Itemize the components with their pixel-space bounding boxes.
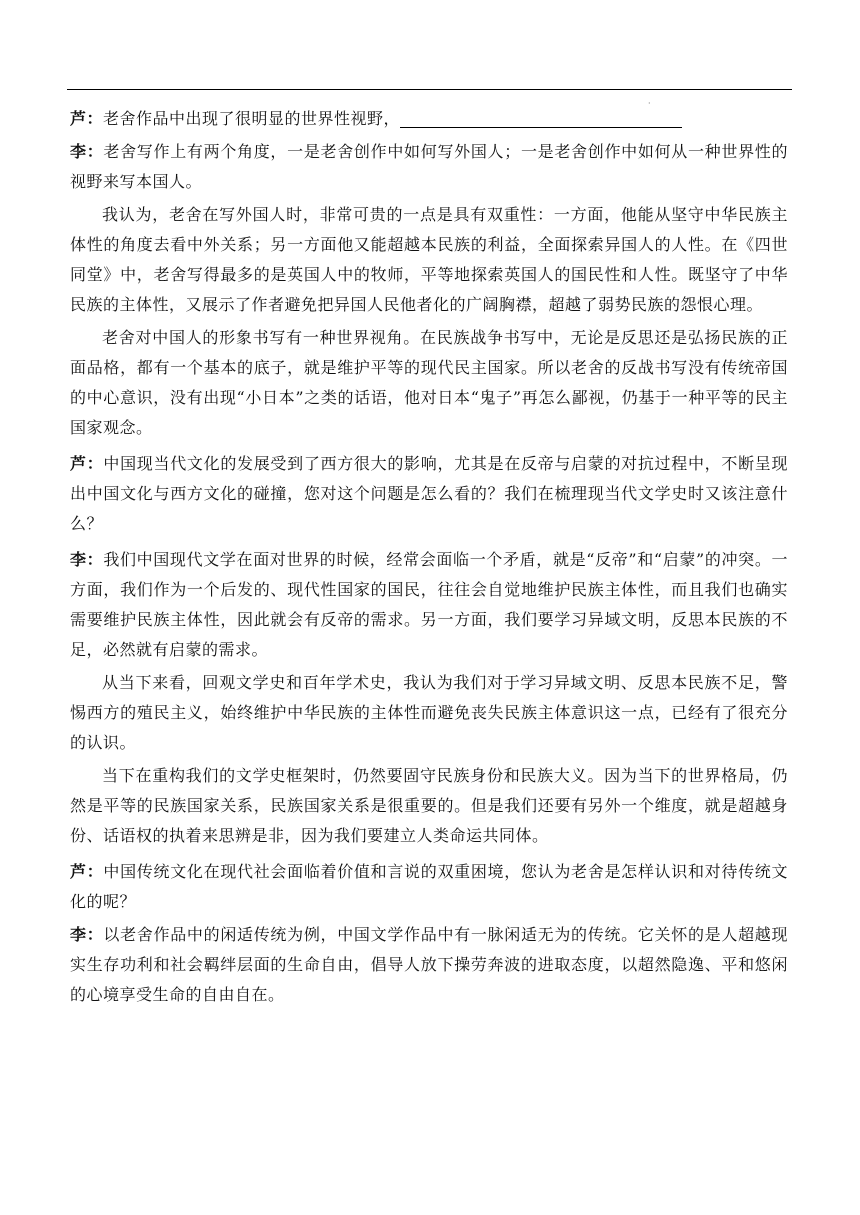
paragraph-8 [70,761,788,851]
answer-blank [400,109,682,128]
paragraph-1 [70,104,788,134]
paragraph-text: 我们中国现代文学在面对世界的时候，经常会面临一个矛盾，就是“反帝”和“启蒙”的冲突。一方面，我们作为一个后发的、现代性国家的国民，往往会自觉地维护民族主体性，而且我们也确实需要维护民族主体性，因此就会有反帝的需求。另一方面，我们要学习异域文明，反思本民族的不足，必然就有启蒙的需求。 [70,550,788,659]
paragraph-text: 老舍作品中出现了很明显的世界性视野， [103,109,401,128]
paragraph-5 [70,449,788,539]
speaker-label: 李： [70,142,104,161]
paragraph-text: 老舍写作上有两个角度，一是老舍创作中如何写外国人；一是老舍创作中如何从一种世界性的视野来写本国人。 [70,142,788,191]
speaker-label: 芦： [70,454,104,473]
paragraph-text: 我认为，老舍在写外国人时，非常可贵的一点是具有双重性：一方面，他能从坚守中华民族主体性的角度去看中外关系；另一方面他又能超越本民族的利益，全面探索异国人的人性。在《四世同堂》中，老舍写得最多的是英国人中的牧师，平等地探索英国人的国民性和人性。既坚守了中华民族的主体性，又展示了作者避免把异国人民他者化的广阔胸襟，超越了弱势民族的怨恨心理。 [70,205,788,314]
speaker-label: 李： [70,925,104,944]
paragraph-text: 以老舍作品中的闲适传统为例，中国文学作品中有一脉闲适无为的传统。它关怀的是人超越现实生存功利和社会羁绊层面的生命自由，倡导人放下操劳奔波的进取态度，以超然隐逸、平和悠闲的心境享受生命的自由自在。 [70,925,788,1004]
paragraph-2 [70,137,788,197]
document-body [70,104,788,1013]
paragraph-4 [70,323,788,443]
paragraph-10 [70,920,788,1010]
paragraph-3 [70,200,788,320]
paragraph-text: 从当下来看，回观文学史和百年学术史，我认为我们对于学习异域文明、反思本民族不足，警惕西方的殖民主义，始终维护中华民族的主体性而避免丧失民族主体意识这一点，已经有了很充分的认识。 [70,673,788,752]
paragraph-6 [70,545,788,665]
paragraph-text: 老舍对中国人的形象书写有一种世界视角。在民族战争书写中，无论是反思还是弘扬民族的正面品格，都有一个基本的底子，就是维护平等的现代民主国家。所以老舍的反战书写没有传统帝国的中心意识，没有出现“小日本”之类的话语，他对日本“鬼子”再怎么鄙视，仍基于一种平等的民主国家观念。 [70,328,788,437]
speaker-label: 芦： [70,862,104,881]
paragraph-text: 当下在重构我们的文学史框架时，仍然要固守民族身份和民族大义。因为当下的世界格局，仍然是平等的民族国家关系，民族国家关系是很重要的。但是我们还要有另外一个维度，就是超越身份、话语权的执着来思辨是非，因为我们要建立人类命运共同体。 [70,766,788,845]
stray-mark: · [648,99,651,108]
header-rule [67,89,792,90]
paragraph-7 [70,668,788,758]
speaker-label: 芦： [70,109,104,128]
paragraph-9 [70,857,788,917]
paragraph-text: 中国现当代文化的发展受到了西方很大的影响，尤其是在反帝与启蒙的对抗过程中，不断呈现出中国文化与西方文化的碰撞，您对这个问题是怎么看的？我们在梳理现当代文学史时又该注意什么？ [70,454,788,533]
speaker-label: 李： [70,550,104,569]
paragraph-text: 中国传统文化在现代社会面临着价值和言说的双重困境，您认为老舍是怎样认识和对待传统文化的呢？ [70,862,788,911]
